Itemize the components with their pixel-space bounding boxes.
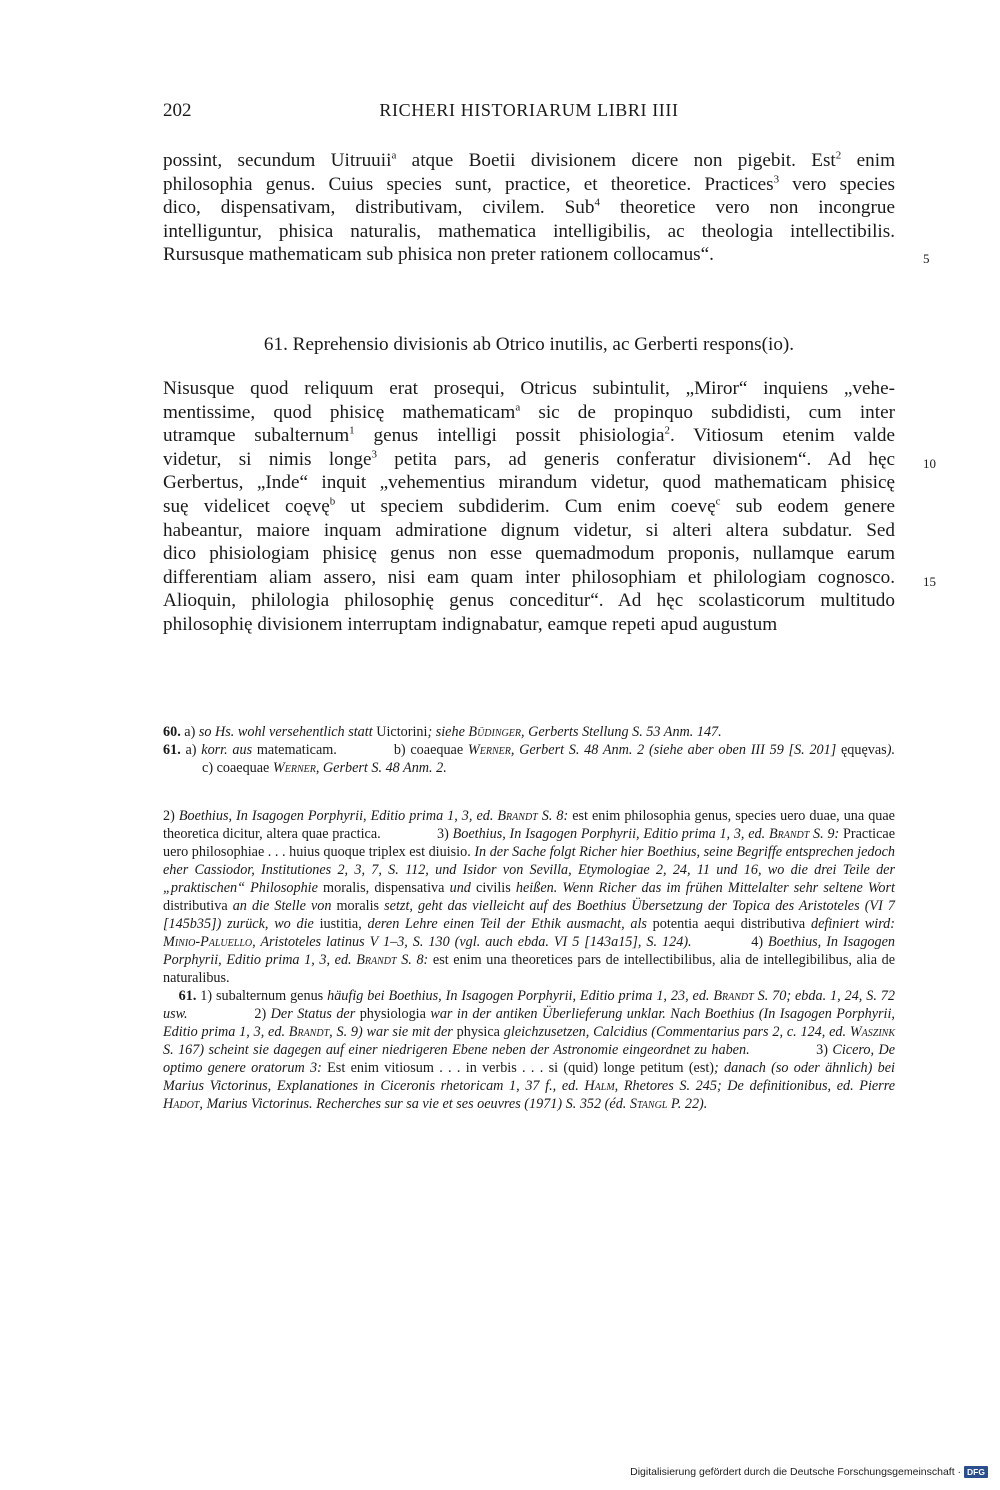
text-line: mentissime, quod phisicę mathematicam$^a$ sic de propinquo subdidisti, cum inter <box>163 401 895 423</box>
text-line: philosophię divisionem interruptam indignabatur, eamque repeti apud augustum <box>163 613 778 635</box>
text-line: suę videlicet coęvę$^b$ ut speciem subdiderim. Cum enim coevę$^c$ sub eodem genere <box>163 495 895 517</box>
note-paragraph: 2) Boethius, In Isagogen Porphyrii, Editio prima 1, 3, ed. Brandt S. 8: est enim philosophia genus, species uero duae, una quae theoretica dicitur, altera quae practica. 3) Boethius, In Isagogen Porphyrii, Editio prima 1, 3, ed. Brandt S. 9: Practicae uero philosophiae . . . huius quoque triplex est diuisio. In der Sache folgt Richer hier Boethius, seine Begriffe entsprechen jedoch eher Cassiodor, Institutiones 2, 3, 7, S. 112, und Isidor von Sevilla, Etymologiae 2, 24, 11 und 16, wo die drei Teile der „praktischen“ Philosophie moralis, dispensativa und civilis heißen. Wenn Richer das im frühen Mittelalter sehr seltene Wort distributiva an die Stelle von moralis setzt, geht das vielleicht auf des Boethius Übersetzung der Topica des Aristoteles (VI 7 [145b35]) zurück, wo die iustitia, deren Lehre einen Teil der Ethik ausmacht, als potentia aequi distributiva definiert wird: Minio-Paluello, Aristoteles latinus V 1–3, S. 130 (vgl. auch ebda. VI 5 [143a15], S. 124). 4) Boethius, In Isagogen Porphyrii, Editio prima 1, 3, ed. Brandt S. 8: est enim una theoretices pars de intellectibilibus, alia de intellegibilibus, alia de naturalibus. <box>163 808 896 986</box>
text-line: habeantur, maiore inquam admiratione dignum videtur, si alteri altera subdatur. Sed <box>163 519 895 541</box>
text-line: Nisusque quod reliquum erat prosequi, Otricus subintulit, „Miror“ inquiens „vehe- <box>163 378 895 399</box>
text-line: differentiam aliam assero, nisi eam quam inter philosophiam et philologiam cognosco. 15 <box>163 566 895 590</box>
page-number: 202 <box>163 100 192 121</box>
text-line: Gerbertus, „Inde“ inquit „vehementius mirandum videtur, quod mathematicam phisicę <box>163 472 895 494</box>
text-line: utramque subalternum$^1$ genus intelligi possit phisiologia$^2$. Vitiosum etenim valde <box>163 424 896 447</box>
text-line: philosophia genus. Cuius species sunt, practice, et theoretice. Practices$^3$ vero species <box>163 173 895 195</box>
line-number: 15 <box>923 573 936 589</box>
text-line: videtur, si nimis longe$^3$ petita pars, ad generis conferatur divisionem“. Ad hęc 10 <box>163 448 895 472</box>
main-text-block-1 <box>163 149 930 267</box>
line-number: 5 <box>923 251 930 267</box>
text-line: possint, secundum Uitruuii$^a$ atque Boetii divisionem dicere non pigebit. Est$^2$ enim <box>163 149 895 171</box>
text-line: intelliguntur, phisica naturalis, mathematica intelligibilis, ac theologia intellectibilis. <box>163 220 895 242</box>
note-paragraph: 61. a) korr. aus matematicam. b) coaequae Werner, Gerbert S. 48 Anm. 2 (siehe aber oben III 59 [S. 201] ęquęvas). c) coaequae Werner, Gerbert S. 48 Anm. 2. <box>163 742 895 776</box>
dfg-footer <box>630 1466 988 1478</box>
dfg-logo: DFG <box>964 1466 988 1478</box>
commentary-notes <box>163 807 895 1113</box>
critical-apparatus <box>163 723 895 777</box>
text-line: dico phisiologiam phisicę genus non esse quemadmodum proponis, nullamque earum <box>163 543 895 565</box>
main-text-block-2 <box>163 377 936 637</box>
text-line: Alioquin, philologia philosophię genus conceditur“. Ad hęc scolasticorum multitudo <box>163 590 895 612</box>
page-header <box>163 100 895 130</box>
text-line: Rursusque mathematicam sub phisica non preter rationem collocamus“. 5 <box>163 243 895 267</box>
note-paragraph: 60. a) so Hs. wohl versehentlich statt Uictorini; siehe Büdinger, Gerberts Stellung S. 53 Anm. 147. <box>163 724 722 740</box>
line-number: 10 <box>923 455 936 471</box>
footer-text: Digitalisierung gefördert durch die Deutsche Forschungsgemeinschaft · <box>630 1466 962 1478</box>
note-paragraph: 61. 1) subalternum genus häufig bei Boethius, In Isagogen Porphyrii, Editio prima 1, 23, ed. Brandt S. 70; ebda. 1, 24, S. 72 usw. 2) Der Status der physiologia war in der antiken Überlieferung unklar. Nach Boethius (In Isagogen Porphyrii, Editio prima 1, 3, ed. Brandt, S. 9) war sie mit der physica gleichzusetzen, Calcidius (Commentarius pars 2, c. 124, ed. Waszink S. 167) scheint sie dagegen auf einer niedrigeren Ebene neben der Astronomie eingeordnet zu haben. 3) Cicero, De optimo genere oratorum 3: Est enim vitiosum . . . in verbis . . . si (quid) longe petitum (est); danach (so oder ähnlich) bei Marius Victorinus, Explanationes in Ciceronis rhetoricam 1, 37 f., ed. Halm, Rhetores S. 245; De definitionibus, ed. Pierre Hadot, Marius Victorinus. Recherches sur sa vie et ses oeuvres (1971) S. 352 (éd. Stangl P. 22). <box>163 988 896 1112</box>
running-title: RICHERI HISTORIARUM LIBRI IIII <box>379 100 679 120</box>
text-line: dico, dispensativam, distributivam, civilem. Sub$^4$ theoretice vero non incongrue <box>163 196 895 219</box>
chapter-heading: 61. Reprehensio divisionis ab Otrico inutilis, ac Gerberti respons(io). <box>263 334 795 355</box>
